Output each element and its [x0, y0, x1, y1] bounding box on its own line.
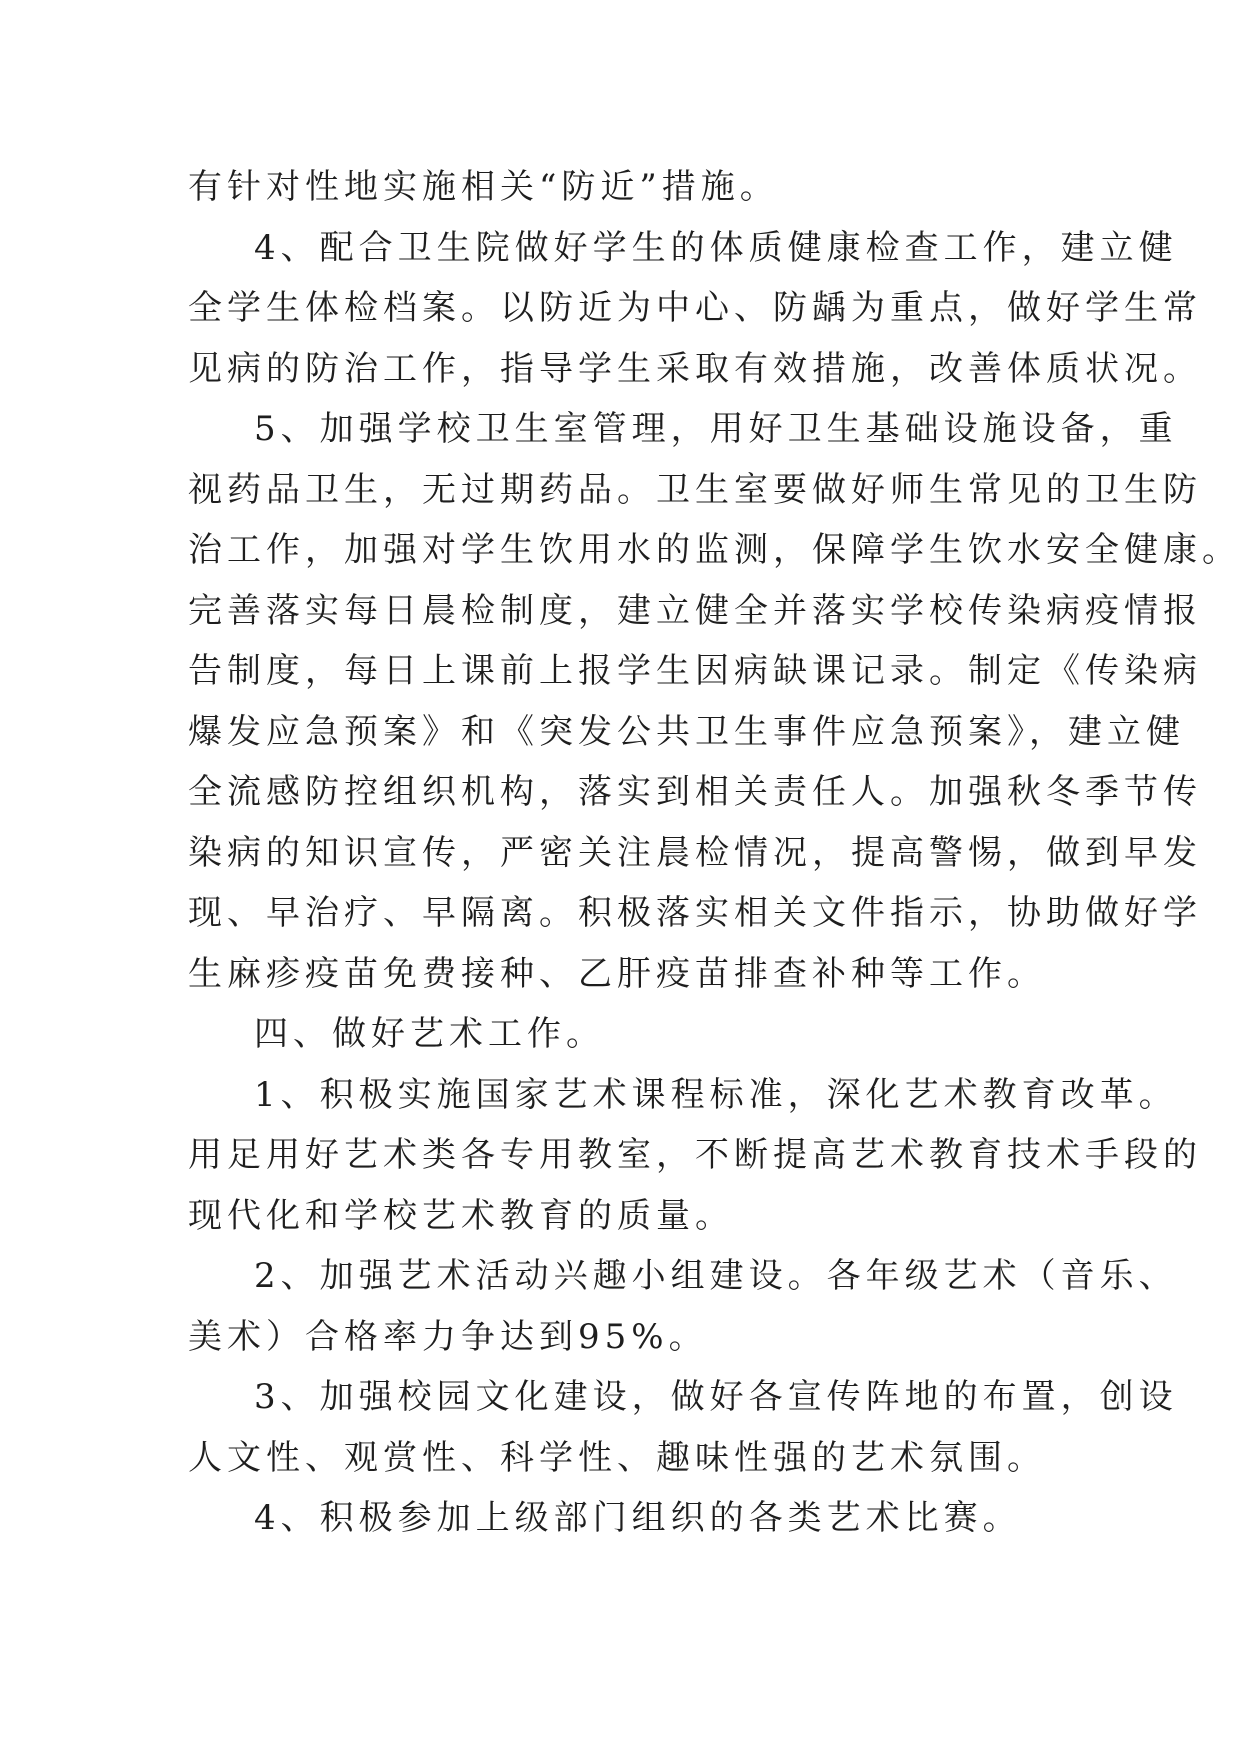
text-line: 3、加强校园文化建设，做好各宣传阵地的布置，创设	[254, 1377, 1178, 1417]
text-line: 染病的知识宣传，严密关注晨检情况，提高警惕，做到早发	[188, 832, 1202, 873]
text-line: 1、积极实施国家艺术课程标准，深化艺术教育改革。	[254, 1074, 1178, 1115]
text-line: 爆发应急预案》和《突发公共卫生事件应急预案》，建立健	[188, 711, 1185, 752]
text-line: 视药品卫生，无过期药品。卫生室要做好师生常见的卫生防	[188, 469, 1202, 510]
section-heading: 四、做好艺术工作。	[254, 1014, 605, 1054]
text-line: 现代化和学校艺术教育的质量。	[188, 1195, 734, 1236]
text-line: 人文性、观赏性、科学性、趣味性强的艺术氛围。	[188, 1437, 1046, 1478]
text-line: 完善落实每日晨检制度，建立健全并落实学校传染病疫情报	[188, 590, 1202, 631]
document-body	[188, 157, 1241, 1549]
text-line: 告制度，每日上课前上报学生因病缺课记录。制定《传染病	[188, 651, 1202, 691]
text-line: 美术）合格率力争达到95%。	[188, 1316, 708, 1357]
text-line: 4、配合卫生院做好学生的体质健康检查工作，建立健	[254, 227, 1178, 268]
text-line: 全学生体检档案。以防近为中心、防龋为重点，做好学生常	[188, 288, 1202, 328]
text-line: 5、加强学校卫生室管理，用好卫生基础设施设备，重	[254, 409, 1178, 449]
text-line: 全流感防控组织机构，落实到相关责任人。加强秋冬季节传	[188, 772, 1202, 812]
text-line: 治工作，加强对学生饮用水的监测，保障学生饮水安全健康。	[188, 530, 1241, 570]
text-line: 生麻疹疫苗免费接种、乙肝疫苗排查补种等工作。	[188, 953, 1046, 994]
text-line: 现、早治疗、早隔离。积极落实相关文件指示，协助做好学	[188, 893, 1202, 933]
text-line: 有针对性地实施相关“防近”措施。	[188, 167, 779, 207]
text-line: 见病的防治工作，指导学生采取有效措施，改善体质状况。	[188, 348, 1202, 389]
text-line: 2、加强艺术活动兴趣小组建设。各年级艺术（音乐、	[254, 1256, 1178, 1296]
text-line: 4、积极参加上级部门组织的各类艺术比赛。	[254, 1498, 1022, 1538]
text-line: 用足用好艺术类各专用教室，不断提高艺术教育技术手段的	[188, 1135, 1202, 1175]
